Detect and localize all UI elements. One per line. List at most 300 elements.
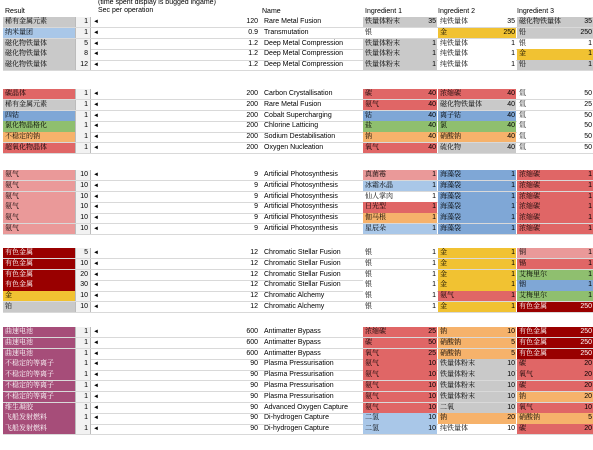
table-row (0, 100, 593, 111)
recipe-name-cell: Carbon Crystallisation (264, 90, 333, 97)
ingredient-1-name: 氧气 (363, 143, 423, 154)
count-input[interactable]: 1 (75, 121, 91, 132)
sec-per-operation-cell: 12 (250, 259, 258, 267)
ingredient-1-count: 10 (423, 403, 437, 414)
arrow-icon[interactable]: ◄ (93, 329, 99, 335)
ingredient-3-name: 有色金属 (517, 327, 579, 338)
ingredient-1-count: 10 (423, 424, 437, 435)
ingredient-3-count: 20 (579, 392, 593, 403)
ingredient-3-name: 铟 (517, 280, 579, 291)
table-row (0, 213, 593, 224)
recipe-name-cell: Chromatic Alchemy (264, 303, 325, 310)
result-cell: 超氧化物晶体 (3, 143, 75, 154)
ingredient-2-name: 氯 (438, 121, 502, 132)
ingredient-1-count: 1 (423, 302, 437, 313)
ingredient-1-count: 1 (423, 259, 437, 270)
ingredient-3-name: 浓缩碳 (517, 181, 579, 192)
recipe-name-cell: Di-hydrogen Capture (264, 425, 329, 433)
ingredient-3-count: 1 (579, 49, 593, 60)
ingredient-3-name: 氚 (517, 132, 579, 143)
sec-per-operation-cell: 90 (250, 403, 258, 411)
arrow-icon[interactable]: ◄ (93, 40, 99, 47)
ingredient-3-count: 35 (579, 17, 593, 28)
recipe-name-cell: Chromatic Stellar Fusion (264, 281, 341, 289)
count-input[interactable]: 1 (75, 143, 91, 154)
ingredient-3-name: 艾梅里尔 (517, 291, 579, 302)
sec-per-operation-cell: 1.2 (248, 50, 258, 58)
ingredient-3-count: 1 (579, 259, 593, 270)
ingredient-1-name: 氨气 (363, 392, 423, 403)
ingredient-2-name: 氨气 (438, 291, 502, 302)
recipe-name-cell: Artificial Photosynthesis (264, 203, 338, 211)
result-cell: 四钴 (3, 111, 75, 122)
count-input[interactable]: 1 (75, 381, 91, 392)
recipe-name-cell: Cobalt Supercharging (264, 111, 332, 119)
ingredient-1-name: 铁量体粉末 (363, 17, 423, 28)
arrow-icon[interactable]: ◄ (93, 271, 99, 278)
arrow-icon[interactable]: ◄ (93, 372, 99, 379)
ingredient-2-name: 金 (438, 259, 502, 270)
ingredient-2-name: 钠 (438, 413, 502, 424)
ingredient-3-name: 氚 (517, 143, 579, 154)
table-row (0, 359, 593, 370)
sec-per-operation-cell: 200 (246, 111, 258, 119)
header-name: Name (262, 8, 281, 15)
count-input[interactable]: 1 (75, 424, 91, 435)
ingredient-2-count: 10 (502, 359, 516, 370)
ingredient-2-name: 海藻袋 (438, 202, 502, 213)
count-input[interactable]: 1 (75, 359, 91, 370)
ingredient-2-name: 金 (438, 270, 502, 281)
ingredient-3-count: 250 (579, 327, 593, 338)
count-input[interactable]: 10 (75, 213, 91, 224)
ingredient-3-count: 1 (579, 39, 593, 50)
ingredient-2-name: 铁量体粉末 (438, 370, 502, 381)
result-cell: 氨气 (3, 224, 75, 235)
ingredient-2-name: 金 (438, 302, 502, 313)
ingredient-3-count: 1 (579, 248, 593, 259)
ingredient-3-name: 镉 (517, 259, 579, 270)
arrow-icon[interactable]: ◄ (93, 182, 99, 189)
result-cell: 不稳定的等离子 (3, 392, 75, 403)
ingredient-3-count: 1 (579, 270, 593, 281)
ingredient-1-name: 氨气 (363, 100, 423, 111)
ingredient-1-name: 银 (363, 280, 423, 291)
sec-per-operation-cell: 90 (250, 414, 258, 422)
ingredient-1-count (423, 28, 437, 39)
ingredient-3-count: 250 (579, 338, 593, 349)
ingredient-3-count: 1 (579, 202, 593, 213)
ingredient-3-count: 20 (579, 370, 593, 381)
arrow-icon[interactable]: ◄ (93, 101, 99, 108)
count-input[interactable]: 1 (75, 327, 91, 338)
ingredient-2-count: 1 (502, 49, 516, 60)
ingredient-3-name: 碳 (517, 424, 579, 435)
ingredient-3-name: 浓缩碳 (517, 202, 579, 213)
ingredient-1-count: 1 (423, 39, 437, 50)
arrow-icon[interactable]: ◄ (93, 226, 99, 232)
ingredient-3-count: 20 (579, 359, 593, 370)
table-row (0, 370, 593, 381)
ingredient-3-count: 20 (579, 381, 593, 392)
ingredient-1-name: 银 (363, 259, 423, 270)
sec-per-operation-cell: 9 (254, 181, 258, 189)
ingredient-2-name: 浓缩碳 (438, 89, 502, 100)
result-cell: 磁化物铁量体 (3, 60, 75, 71)
result-cell: 氨气 (3, 170, 75, 181)
count-input[interactable]: 1 (75, 370, 91, 381)
sec-per-operation-cell: 9 (254, 225, 258, 232)
ingredient-1-count: 1 (423, 270, 437, 281)
ingredient-3-count: 25 (579, 100, 593, 111)
arrow-icon[interactable]: ◄ (93, 19, 99, 25)
table-row (0, 28, 593, 39)
ingredient-3-name: 氚 (517, 121, 579, 132)
header-sec-note: (time spent display is bugged ingame) (98, 0, 216, 6)
result-cell: 维生凝胶 (3, 403, 75, 414)
ingredient-2-count: 1 (502, 280, 516, 291)
arrow-icon[interactable]: ◄ (93, 91, 99, 97)
count-input[interactable]: 10 (75, 302, 91, 313)
table-row (0, 349, 593, 360)
ingredient-3-count: 250 (579, 302, 593, 313)
ingredient-3-count: 1 (579, 192, 593, 203)
ingredient-2-name: 钠 (438, 327, 502, 338)
ingredient-3-name: 浓缩碳 (517, 192, 579, 203)
ingredient-2-count: 1 (502, 302, 516, 313)
arrow-icon[interactable]: ◄ (93, 134, 99, 141)
recipe-name-cell: Deep Metal Compression (264, 50, 343, 58)
count-input[interactable]: 10 (75, 181, 91, 192)
sec-per-operation-cell: 0.9 (248, 28, 258, 36)
count-input[interactable]: 1 (75, 392, 91, 403)
arrow-icon[interactable]: ◄ (93, 123, 99, 130)
ingredient-1-name: 氧气 (363, 349, 423, 360)
ingredient-2-count: 1 (502, 291, 516, 302)
table-row (0, 132, 593, 143)
count-input[interactable]: 1 (75, 17, 91, 28)
ingredient-2-name: 纯铁量体 (438, 424, 502, 435)
result-cell: 有色金属 (3, 248, 75, 259)
ingredient-3-count: 50 (579, 111, 593, 122)
ingredient-1-name: 银 (363, 302, 423, 313)
ingredient-2-count: 1 (502, 224, 516, 235)
arrow-icon[interactable]: ◄ (93, 339, 99, 346)
sec-per-operation-cell: 9 (254, 214, 258, 222)
arrow-icon[interactable]: ◄ (93, 383, 99, 389)
result-cell: 金 (3, 291, 75, 302)
ingredient-3-name: 铅 (517, 28, 579, 39)
ingredient-1-name: 仙人掌肉 (363, 192, 423, 203)
arrow-icon[interactable]: ◄ (93, 112, 99, 119)
table-row (0, 248, 593, 259)
arrow-icon[interactable]: ◄ (93, 62, 99, 69)
ingredient-1-count: 10 (423, 381, 437, 392)
table-row (0, 259, 593, 270)
count-input[interactable]: 30 (75, 280, 91, 291)
row-divider (3, 70, 593, 71)
count-input[interactable]: 1 (75, 403, 91, 414)
count-input[interactable]: 10 (75, 291, 91, 302)
ingredient-3-name: 金 (517, 49, 579, 60)
arrow-icon[interactable]: ◄ (93, 215, 99, 222)
ingredient-2-name: 硝酸钠 (438, 349, 502, 360)
ingredient-3-name: 氧气 (517, 370, 579, 381)
result-cell: 稀有金属元素 (3, 17, 75, 28)
sec-per-operation-cell: 12 (250, 292, 258, 300)
ingredient-1-count: 1 (423, 224, 437, 235)
arrow-icon[interactable]: ◄ (93, 393, 99, 400)
ingredient-1-count: 1 (423, 291, 437, 302)
count-input[interactable]: 5 (75, 39, 91, 50)
ingredient-1-name: 氨气 (363, 381, 423, 392)
result-cell: 曲速电池 (3, 338, 75, 349)
ingredient-1-name: 氨气 (363, 370, 423, 381)
ingredient-2-count: 20 (502, 413, 516, 424)
table-row (0, 17, 593, 28)
ingredient-2-count: 10 (502, 424, 516, 435)
recipe-name-cell: Plasma Pressurisation (264, 371, 334, 379)
result-cell: 不稳定的等离子 (3, 370, 75, 381)
count-input[interactable]: 10 (75, 192, 91, 203)
ingredient-2-count: 10 (502, 403, 516, 414)
count-input[interactable]: 10 (75, 224, 91, 235)
ingredient-3-name: 有色金属 (517, 302, 579, 313)
ingredient-2-name: 硫化物 (438, 143, 502, 154)
recipe-name-cell: Antimatter Bypass (264, 338, 321, 346)
ingredient-2-name: 金 (438, 280, 502, 291)
table-row (0, 381, 593, 392)
ingredient-2-name: 纯铁量体 (438, 49, 502, 60)
sec-per-operation-cell: 12 (250, 249, 258, 256)
arrow-icon[interactable]: ◄ (93, 415, 99, 422)
recipe-name-cell: Deep Metal Compression (264, 39, 343, 47)
result-cell: 曲速电池 (3, 349, 75, 360)
arrow-icon[interactable]: ◄ (93, 51, 99, 58)
count-input[interactable]: 1 (75, 100, 91, 111)
recipe-name-cell: Sodium Destabilisation (264, 133, 336, 141)
count-input[interactable]: 1 (75, 89, 91, 100)
arrow-icon[interactable]: ◄ (93, 361, 99, 368)
count-input[interactable]: 1 (75, 28, 91, 39)
ingredient-2-count: 10 (502, 370, 516, 381)
result-cell: 纳米量团 (3, 28, 75, 39)
result-cell: 有色金属 (3, 280, 75, 291)
ingredient-2-count: 1 (502, 181, 516, 192)
ingredient-2-name: 磁化物铁量体 (438, 100, 502, 111)
ingredient-1-name: 二氢 (363, 413, 423, 424)
ingredient-1-name: 浓缩碳 (363, 327, 423, 338)
count-input[interactable]: 1 (75, 349, 91, 360)
ingredient-3-count: 1 (579, 291, 593, 302)
ingredient-3-count: 1 (579, 170, 593, 181)
ingredient-3-count: 50 (579, 89, 593, 100)
ingredient-1-name: 银 (363, 270, 423, 281)
ingredient-2-count: 40 (502, 89, 516, 100)
table-row (0, 39, 593, 50)
table-row (0, 280, 593, 291)
ingredient-1-name: 银 (363, 248, 423, 259)
sec-per-operation-cell: 9 (254, 192, 258, 200)
result-cell: 不稳定的等离子 (3, 381, 75, 392)
recipe-name-cell: Di-hydrogen Capture (264, 414, 329, 422)
ingredient-3-name: 氚 (517, 100, 579, 111)
arrow-icon[interactable]: ◄ (93, 426, 99, 433)
table-row (0, 392, 593, 403)
sec-per-operation-cell: 1.2 (248, 39, 258, 47)
ingredient-1-count: 25 (423, 349, 437, 360)
ingredient-1-count: 1 (423, 49, 437, 60)
arrow-icon[interactable]: ◄ (93, 260, 99, 267)
sec-per-operation-cell: 90 (250, 360, 258, 368)
table-row (0, 121, 593, 132)
ingredient-3-name: 浓缩碳 (517, 213, 579, 224)
table-row (0, 202, 593, 213)
ingredient-2-count: 10 (502, 381, 516, 392)
ingredient-3-count: 50 (579, 121, 593, 132)
count-input[interactable]: 12 (75, 60, 91, 71)
arrow-icon[interactable]: ◄ (93, 282, 99, 289)
ingredient-3-name: 浓缩碳 (517, 170, 579, 181)
result-cell: 磁化物铁量体 (3, 49, 75, 60)
ingredient-3-name: 氚 (517, 89, 579, 100)
ingredient-1-count: 40 (423, 100, 437, 111)
arrow-icon[interactable]: ◄ (93, 193, 99, 200)
count-input[interactable]: 1 (75, 111, 91, 122)
ingredient-2-count: 10 (502, 392, 516, 403)
result-cell: 有色金属 (3, 270, 75, 281)
ingredient-1-name: 盐 (363, 121, 423, 132)
result-cell: 磁化物铁量体 (3, 39, 75, 50)
recipe-name-cell: Artificial Photosynthesis (264, 192, 338, 200)
ingredient-1-count: 1 (423, 280, 437, 291)
ingredient-1-name: 伽马根 (363, 213, 423, 224)
result-cell: 铂 (3, 302, 75, 313)
ingredient-1-count: 1 (423, 192, 437, 203)
count-input[interactable]: 1 (75, 413, 91, 424)
ingredient-3-count: 1 (579, 213, 593, 224)
recipe-name-cell: Rare Metal Fusion (264, 100, 322, 108)
arrow-icon[interactable]: ◄ (93, 350, 99, 357)
recipe-name-cell: Deep Metal Compression (264, 61, 343, 69)
count-input[interactable]: 1 (75, 132, 91, 143)
ingredient-2-name: 硝酸钠 (438, 132, 502, 143)
ingredient-1-name: 银 (363, 291, 423, 302)
ingredient-1-name: 冰霜水晶 (363, 181, 423, 192)
ingredient-1-count: 40 (423, 111, 437, 122)
result-cell: 碳晶体 (3, 89, 75, 100)
count-input[interactable]: 1 (75, 338, 91, 349)
arrow-icon[interactable]: ◄ (93, 293, 99, 300)
count-input[interactable]: 10 (75, 170, 91, 181)
header-sec-per-operation (98, 0, 216, 15)
arrow-icon[interactable]: ◄ (93, 145, 99, 151)
table-row (0, 424, 593, 435)
table-row (0, 49, 593, 60)
count-input[interactable]: 20 (75, 270, 91, 281)
ingredient-1-name: 碳 (363, 338, 423, 349)
recipe-name-cell: Chromatic Stellar Fusion (264, 249, 341, 256)
ingredient-2-count: 1 (502, 248, 516, 259)
sec-per-operation-cell: 1.2 (248, 61, 258, 69)
result-cell: 氨气 (3, 192, 75, 203)
sec-per-operation-cell: 12 (250, 303, 258, 310)
table-row (0, 181, 593, 192)
header-row (0, 0, 593, 16)
ingredient-1-name: 碳 (363, 89, 423, 100)
table-row (0, 224, 593, 235)
ingredient-2-count: 5 (502, 338, 516, 349)
ingredient-3-name: 硝酸钠 (517, 413, 579, 424)
ingredient-2-count: 1 (502, 192, 516, 203)
count-input[interactable]: 5 (75, 248, 91, 259)
ingredient-2-count: 40 (502, 111, 516, 122)
table-row (0, 302, 593, 313)
recipe-name-cell: Chromatic Stellar Fusion (264, 270, 341, 278)
sec-per-operation-cell: 9 (254, 171, 258, 178)
sec-per-operation-cell: 600 (246, 338, 258, 346)
result-cell: 氨气 (3, 213, 75, 224)
ingredient-2-name: 海藻袋 (438, 170, 502, 181)
ingredient-2-name: 纯铁量体 (438, 17, 502, 28)
ingredient-2-count: 1 (502, 213, 516, 224)
arrow-icon[interactable]: ◄ (93, 250, 99, 256)
row-divider (3, 312, 593, 313)
ingredient-3-name: 银 (517, 39, 579, 50)
arrow-icon[interactable]: ◄ (93, 29, 99, 36)
result-cell: 飞船发射燃料 (3, 413, 75, 424)
arrow-icon[interactable]: ◄ (93, 404, 99, 411)
ingredient-1-count: 10 (423, 413, 437, 424)
count-input[interactable]: 10 (75, 259, 91, 270)
ingredient-2-count: 1 (502, 202, 516, 213)
recipe-name-cell: Transmutation (264, 28, 309, 36)
ingredient-2-name: 金 (438, 248, 502, 259)
ingredient-2-count: 5 (502, 349, 516, 360)
ingredient-2-count: 35 (502, 17, 516, 28)
recipe-name-cell: Artificial Photosynthesis (264, 225, 338, 232)
arrow-icon[interactable]: ◄ (93, 204, 99, 211)
count-input[interactable]: 8 (75, 49, 91, 60)
ingredient-2-name: 海藻袋 (438, 213, 502, 224)
ingredient-1-count: 1 (423, 248, 437, 259)
result-cell: 不稳定的等离子 (3, 359, 75, 370)
count-input[interactable]: 10 (75, 202, 91, 213)
ingredient-1-count: 1 (423, 60, 437, 71)
ingredient-1-count: 40 (423, 89, 437, 100)
ingredient-3-count: 20 (579, 424, 593, 435)
result-cell: 氨气 (3, 202, 75, 213)
table-row (0, 60, 593, 71)
ingredient-2-count: 40 (502, 100, 516, 111)
result-cell: 不稳定的钠 (3, 132, 75, 143)
recipe-name-cell: Chlorine Latticing (264, 122, 319, 130)
ingredient-3-name: 氚 (517, 111, 579, 122)
recipe-name-cell: Artificial Photosynthesis (264, 214, 338, 222)
ingredient-3-name: 碳 (517, 381, 579, 392)
arrow-icon[interactable]: ◄ (93, 172, 99, 178)
ingredient-1-count: 10 (423, 370, 437, 381)
ingredient-1-count: 40 (423, 143, 437, 154)
arrow-icon[interactable]: ◄ (93, 304, 99, 310)
ingredient-2-name: 铁量体粉末 (438, 392, 502, 403)
ingredient-1-name: 铁量体粉末 (363, 39, 423, 50)
ingredient-1-count: 25 (423, 327, 437, 338)
recipe-name-cell: Plasma Pressurisation (264, 382, 334, 389)
ingredient-2-name: 纯铁量体 (438, 60, 502, 71)
table-row (0, 111, 593, 122)
ingredient-3-name: 艾梅里尔 (517, 270, 579, 281)
